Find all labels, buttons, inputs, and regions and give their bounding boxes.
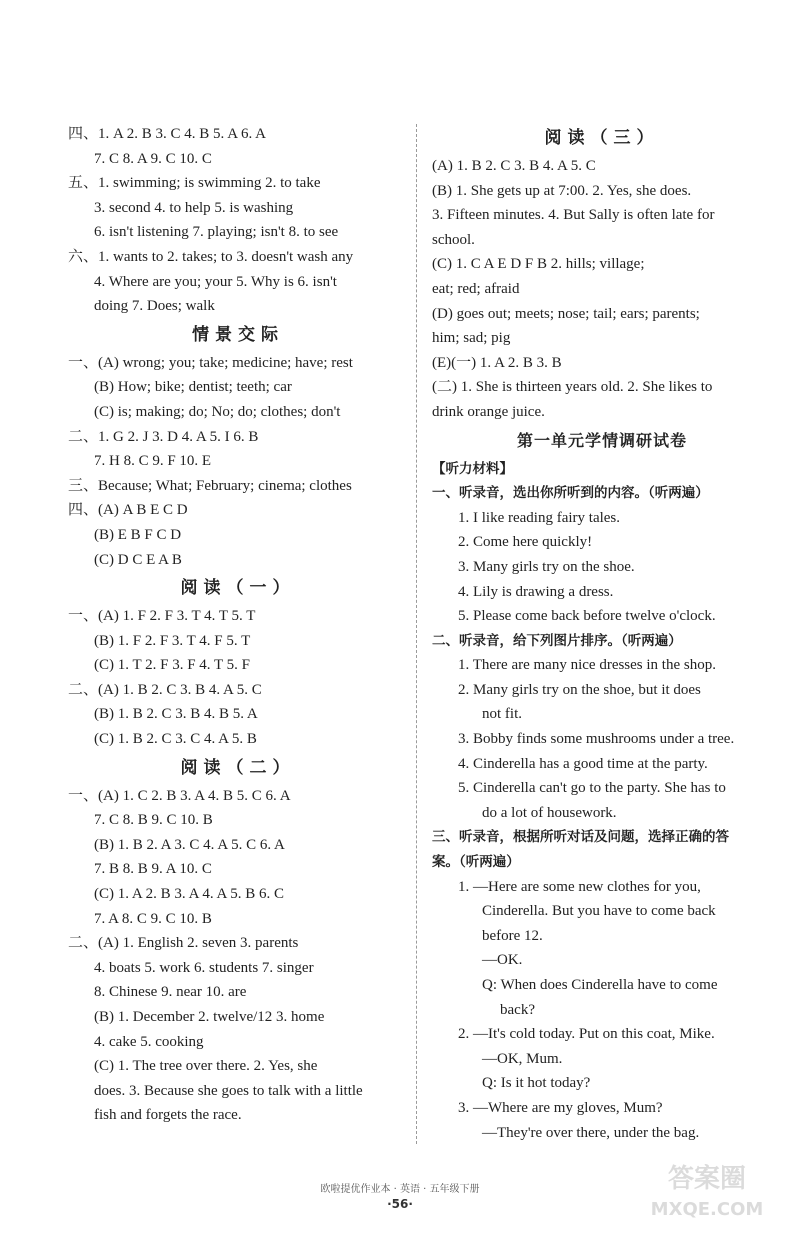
answer-line: 3. Many girls try on the shoe.	[458, 558, 635, 575]
answer-line: (C) 1. A 2. B 3. A 4. A 5. B 6. C	[94, 886, 285, 903]
answer-line: (C) is; making; do; No; do; clothes; don't	[94, 403, 341, 420]
answer-line: does. 3. Because she goes to talk with a little	[94, 1082, 363, 1099]
answer-line: before 12.	[482, 927, 543, 944]
answer-line: (B) 1. She gets up at 7:00. 2. Yes, she does.	[432, 182, 692, 199]
answer-line: 三、Because; What; February; cinema; clothes	[68, 477, 352, 494]
answer-line: 3. Fifteen minutes. 4. But Sally is often late for	[432, 207, 715, 224]
answer-line: 六、1. wants to 2. takes; to 3. doesn't wash any	[68, 248, 354, 265]
answer-line: 4. cake 5. cooking	[94, 1033, 204, 1050]
unit-heading: 第一单元学情调研试卷	[516, 430, 687, 450]
question-subhead: 一、听录音，选出你所听到的内容。（听两遍）	[432, 485, 709, 502]
question-subhead: 二、听录音，给下列图片排序。（听两遍）	[432, 632, 682, 649]
answer-line: 3. Bobby finds some mushrooms under a tree.	[458, 731, 735, 748]
answer-line: 五、1. swimming; is swimming 2. to take	[68, 175, 321, 192]
answer-line: 4. boats 5. work 6. students 7. singer	[94, 959, 314, 976]
answer-line: —OK.	[482, 952, 523, 969]
answer-line: 二、(A) 1. B 2. C 3. B 4. A 5. C	[68, 681, 262, 698]
column-divider	[416, 124, 417, 1144]
answer-line: (B) E B F C D	[94, 526, 182, 543]
answer-line: 4. Where are you; your 5. Why is 6. isn't	[94, 273, 337, 290]
question-subhead: 【听力材料】	[432, 460, 513, 477]
answer-line: (E)(一) 1. A 2. B 3. B	[432, 354, 562, 371]
answer-line: 1. There are many nice dresses in the shop.	[458, 657, 716, 674]
answer-line: 2. Come here quickly!	[458, 534, 593, 551]
question-subhead: 三、听录音，根据所听对话及问题，选择正确的答	[432, 829, 729, 846]
answer-line: him; sad; pig	[432, 330, 511, 347]
section-heading: 阅读（一）	[180, 578, 296, 599]
answer-line: (D) goes out; meets; nose; tail; ears; parents;	[432, 305, 700, 322]
answer-line: 6. isn't listening 7. playing; isn't 8. to see	[94, 224, 339, 241]
answer-line: eat; red; afraid	[432, 280, 520, 297]
section-heading: 阅读（三）	[544, 128, 660, 148]
page-number: ·56·	[387, 1197, 413, 1211]
watermark-top-text: 答案圈	[667, 1164, 747, 1194]
section-heading: 阅读（二）	[180, 757, 296, 778]
answer-line: 一、(A) 1. F 2. F 3. T 4. T 5. T	[68, 608, 256, 625]
answer-line: 四、1. A 2. B 3. C 4. B 5. A 6. A	[68, 126, 266, 142]
answer-line: fish and forgets the race.	[94, 1107, 242, 1124]
answer-line: 一、(A) 1. C 2. B 3. A 4. B 5. C 6. A	[68, 787, 291, 804]
answer-line: 7. C 8. B 9. C 10. B	[94, 812, 213, 829]
answer-line: (B) 1. December 2. twelve/12 3. home	[94, 1009, 325, 1025]
answer-line: 7. H 8. C 9. F 10. E	[94, 453, 212, 470]
question-subhead: 案。（听两遍）	[432, 854, 520, 871]
answer-line: (B) 1. B 2. A 3. C 4. A 5. C 6. A	[94, 836, 285, 853]
right-column	[432, 122, 772, 1145]
answer-line: 2. Many girls try on the shoe, but it does	[458, 681, 701, 698]
answer-line: 7. B 8. B 9. A 10. C	[94, 861, 212, 878]
answer-line: (A) 1. B 2. C 3. B 4. A 5. C	[432, 158, 596, 174]
answer-line: 8. Chinese 9. near 10. are	[94, 984, 247, 1001]
book-title: 欧啦提优作业本 · 英语 · 五年级下册	[320, 1184, 480, 1195]
answer-line: (C) 1. B 2. C 3. C 4. A 5. B	[94, 731, 257, 748]
answer-line: back?	[500, 1001, 535, 1018]
answer-line: 3. —Where are my gloves, Mum?	[458, 1099, 663, 1116]
answer-line: (C) 1. The tree over there. 2. Yes, she	[94, 1058, 318, 1075]
answer-line: Cinderella. But you have to come back	[482, 903, 716, 920]
answer-line: (二) 1. She is thirteen years old. 2. She likes to	[432, 379, 713, 396]
watermark-bottom-text: MXQE.COM	[650, 1199, 764, 1220]
answer-line: doing 7. Does; walk	[94, 298, 215, 315]
answer-line: 5. Please come back before twelve o'clock.	[458, 608, 716, 625]
answer-line: 7. A 8. C 9. C 10. B	[94, 910, 212, 927]
answer-line: —OK, Mum.	[482, 1050, 563, 1067]
answer-line: (B) 1. F 2. F 3. T 4. F 5. T	[94, 632, 251, 649]
answer-line: 4. Lily is drawing a dress.	[458, 583, 614, 600]
answer-line: not fit.	[482, 706, 522, 723]
left-column	[68, 122, 408, 1128]
watermark-logo	[632, 1155, 782, 1225]
answer-line: 1. —Here are some new clothes for you,	[458, 878, 701, 895]
answer-line: 二、1. G 2. J 3. D 4. A 5. I 6. B	[68, 428, 259, 445]
answer-line: 一、(A) wrong; you; take; medicine; have; rest	[68, 354, 353, 371]
answer-line: 3. second 4. to help 5. is washing	[94, 199, 294, 216]
answer-line: 7. C 8. A 9. C 10. C	[94, 150, 212, 167]
answer-line: 1. I like reading fairy tales.	[458, 509, 621, 526]
answer-line: 四、(A) A B E C D	[68, 502, 188, 519]
answer-line: (C) 1. C A E D F B 2. hills; village;	[432, 256, 645, 273]
answer-line: drink orange juice.	[432, 403, 545, 420]
answer-line: 二、(A) 1. English 2. seven 3. parents	[68, 935, 299, 952]
answer-line: 2. —It's cold today. Put on this coat, Mike.	[458, 1026, 715, 1043]
answer-line: (B) How; bike; dentist; teeth; car	[94, 379, 292, 396]
answer-line: (B) 1. B 2. C 3. B 4. B 5. A	[94, 706, 258, 723]
answer-line: school.	[432, 231, 475, 248]
answer-line: Q: Is it hot today?	[482, 1075, 591, 1092]
answer-line: (C) 1. T 2. F 3. F 4. T 5. F	[94, 657, 251, 674]
answer-line: do a lot of housework.	[482, 804, 617, 821]
answer-line: 4. Cinderella has a good time at the party.	[458, 755, 708, 772]
answer-line: —They're over there, under the bag.	[482, 1124, 700, 1141]
answer-line: 5. Cinderella can't go to the party. She has to	[458, 780, 726, 797]
section-heading: 情景交际	[192, 324, 284, 345]
answer-line: Q: When does Cinderella have to come	[482, 977, 718, 993]
answer-line: (C) D C E A B	[94, 551, 182, 568]
